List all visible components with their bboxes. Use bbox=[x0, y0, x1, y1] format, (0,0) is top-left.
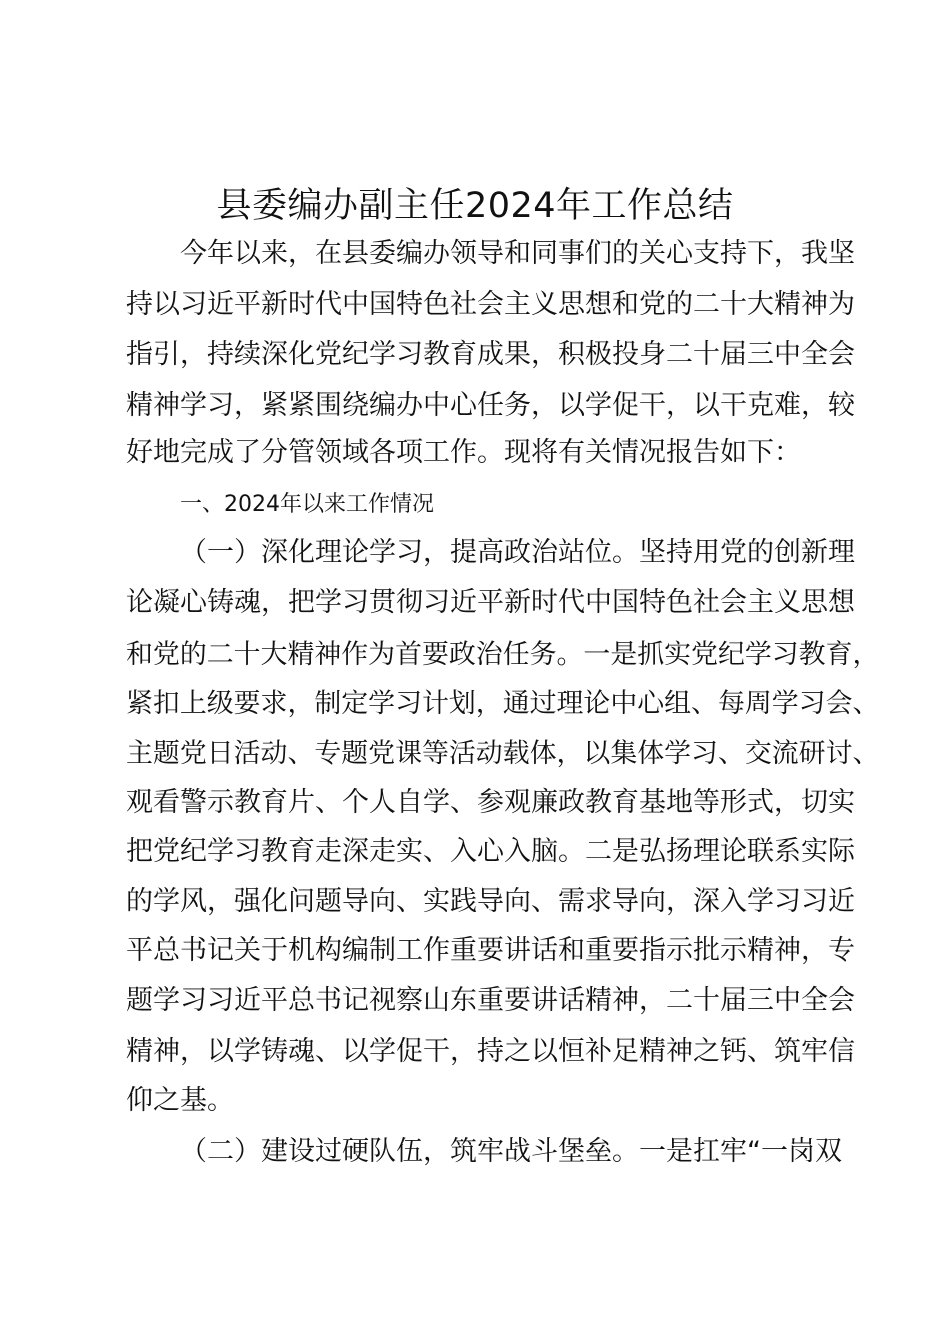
document-title: 县委编办副主任2024年工作总结 bbox=[216, 186, 734, 226]
paragraph-line: 观看警示教育片、个人自学、参观廉政教育基地等形式，切实 bbox=[126, 787, 855, 818]
paragraph-line: 题学习习近平总书记视察山东重要讲话精神，二十届三中全会 bbox=[126, 985, 855, 1016]
paragraph-line: 论凝心铸魂，把学习贯彻习近平新时代中国特色社会主义思想 bbox=[126, 587, 855, 618]
section-heading: 一、2024年以来工作情况 bbox=[180, 492, 434, 517]
paragraph-line: 仰之基。 bbox=[126, 1085, 234, 1116]
paragraph-line: 好地完成了分管领域各项工作。现将有关情况报告如下： bbox=[126, 437, 801, 468]
paragraph-line: 把党纪学习教育走深走实、入心入脑。二是弘扬理论联系实际 bbox=[126, 836, 855, 867]
paragraph-line: 平总书记关于机构编制工作重要讲话和重要指示批示精神，专 bbox=[126, 935, 855, 966]
paragraph-line: 持以习近平新时代中国特色社会主义思想和党的二十大精神为 bbox=[126, 289, 855, 320]
paragraph-line: 主题党日活动、专题党课等活动载体，以集体学习、交流研讨、 bbox=[126, 738, 880, 769]
paragraph-line: （一）深化理论学习，提高政治站位。坚持用党的创新理 bbox=[180, 537, 855, 568]
paragraph-line: 的学风，强化问题导向、实践导向、需求导向，深入学习习近 bbox=[126, 886, 855, 917]
paragraph-line: 指引，持续深化党纪学习教育成果，积极投身二十届三中全会 bbox=[126, 339, 855, 370]
paragraph-line: （二）建设过硬队伍，筑牢战斗堡垒。一是扛牢“一岗双 bbox=[180, 1136, 842, 1167]
paragraph-line: 紧扣上级要求，制定学习计划，通过理论中心组、每周学习会、 bbox=[126, 688, 880, 719]
paragraph-line: 精神，以学铸魂、以学促干，持之以恒补足精神之钙、筑牢信 bbox=[126, 1036, 855, 1067]
paragraph-line: 和党的二十大精神作为首要政治任务。一是抓实党纪学习教育， bbox=[126, 639, 880, 670]
paragraph-line: 今年以来，在县委编办领导和同事们的关心支持下，我坚 bbox=[180, 238, 855, 269]
paragraph-line: 精神学习，紧紧围绕编办中心任务，以学促干，以干克难，较 bbox=[126, 390, 855, 421]
